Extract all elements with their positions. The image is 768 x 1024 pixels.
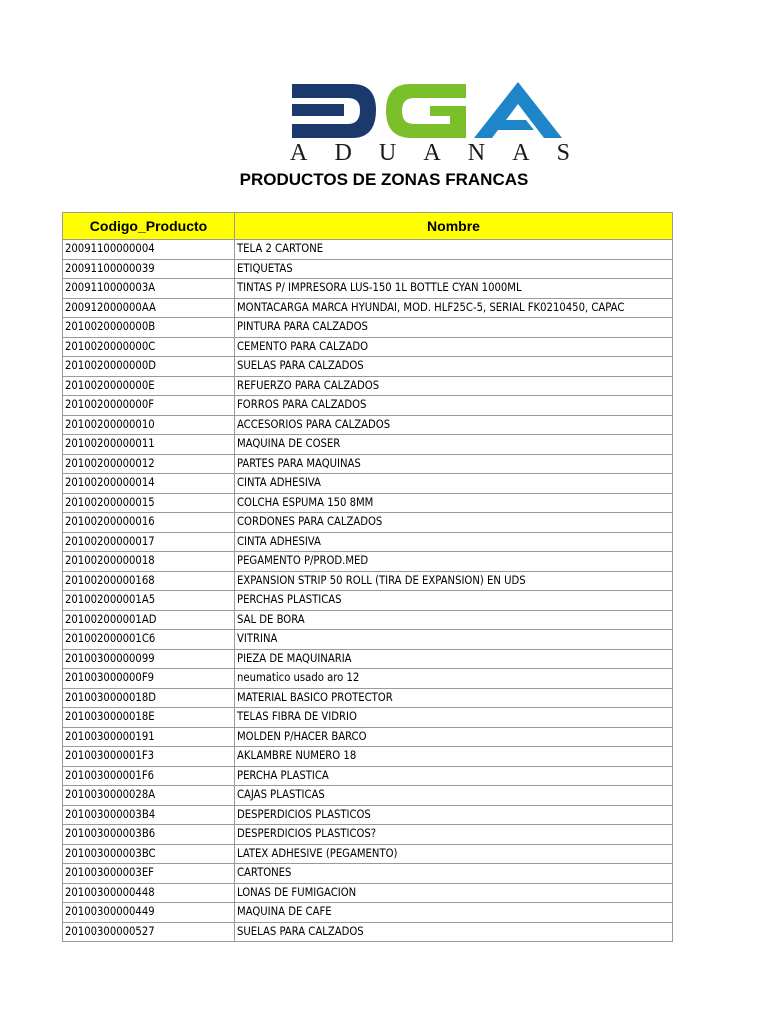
cell-codigo-producto: 2010030000028A [63, 786, 235, 806]
table-row [63, 844, 673, 864]
cell-codigo-producto: 20100200000018 [63, 552, 235, 572]
table-row [63, 805, 673, 825]
table-row [63, 708, 673, 728]
table-row [63, 786, 673, 806]
logo-wordmark [290, 140, 570, 164]
table-row [63, 903, 673, 923]
cell-codigo-producto: 20100300000449 [63, 903, 235, 923]
table-row [63, 240, 673, 260]
header-codigo-producto: Codigo_Producto [63, 213, 235, 240]
table-body [63, 240, 673, 942]
cell-codigo-producto: 201002000001A5 [63, 591, 235, 611]
cell-nombre: EXPANSION STRIP 50 ROLL (TIRA DE EXPANSION) EN UDS [235, 571, 673, 591]
cell-codigo-producto: 2009110000003A [63, 279, 235, 299]
cell-nombre: TELAS FIBRA DE VIDRIO [235, 708, 673, 728]
cell-codigo-producto: 20091100000004 [63, 240, 235, 260]
cell-codigo-producto: 201003000001F6 [63, 766, 235, 786]
cell-nombre: DESPERDICIOS PLASTICOS? [235, 825, 673, 845]
table-row [63, 825, 673, 845]
cell-codigo-producto: 201002000001C6 [63, 630, 235, 650]
cell-codigo-producto: 20100200000014 [63, 474, 235, 494]
cell-codigo-producto: 20100200000012 [63, 454, 235, 474]
table-row [63, 571, 673, 591]
cell-nombre: ACCESORIOS PARA CALZADOS [235, 415, 673, 435]
cell-nombre: CINTA ADHESIVA [235, 532, 673, 552]
table-row [63, 727, 673, 747]
cell-nombre: MONTACARGA MARCA HYUNDAI, MOD. HLF25C-5, SERIAL FK0210450, CAPAC [235, 298, 673, 318]
table-row [63, 688, 673, 708]
cell-nombre: MAQUINA DE CAFE [235, 903, 673, 923]
cell-codigo-producto: 20091100000039 [63, 259, 235, 279]
table-row [63, 532, 673, 552]
cell-nombre: DESPERDICIOS PLASTICOS [235, 805, 673, 825]
logo-letter: U [378, 140, 397, 166]
table-row [63, 610, 673, 630]
table-header-row [63, 213, 673, 240]
cell-nombre: VITRINA [235, 630, 673, 650]
table-row [63, 357, 673, 377]
cell-codigo-producto: 2010020000000B [63, 318, 235, 338]
cell-codigo-producto: 20100200000015 [63, 493, 235, 513]
cell-codigo-producto: 20100300000527 [63, 922, 235, 942]
table-row [63, 318, 673, 338]
cell-nombre: PEGAMENTO P/PROD.MED [235, 552, 673, 572]
cell-codigo-producto: 201003000000F9 [63, 669, 235, 689]
cell-nombre: SUELAS PARA CALZADOS [235, 357, 673, 377]
table-row [63, 922, 673, 942]
cell-nombre: PINTURA PARA CALZADOS [235, 318, 673, 338]
table-row [63, 415, 673, 435]
cell-codigo-producto: 2010020000000C [63, 337, 235, 357]
cell-codigo-producto: 20100200000010 [63, 415, 235, 435]
table-row [63, 630, 673, 650]
cell-nombre: LATEX ADHESIVE (PEGAMENTO) [235, 844, 673, 864]
table-row [63, 766, 673, 786]
cell-codigo-producto: 20100200000168 [63, 571, 235, 591]
cell-nombre: COLCHA ESPUMA 150 8MM [235, 493, 673, 513]
cell-nombre: MOLDEN P/HACER BARCO [235, 727, 673, 747]
table-row [63, 376, 673, 396]
table-row [63, 435, 673, 455]
cell-codigo-producto: 20100300000191 [63, 727, 235, 747]
table-row [63, 747, 673, 767]
logo-letter: S [556, 140, 570, 166]
cell-codigo-producto: 20100200000016 [63, 513, 235, 533]
cell-nombre: CARTONES [235, 864, 673, 884]
cell-codigo-producto: 2010020000000D [63, 357, 235, 377]
table-row [63, 883, 673, 903]
logo-letter: A [512, 140, 530, 166]
cell-codigo-producto: 20100300000099 [63, 649, 235, 669]
cell-codigo-producto: 2010030000018E [63, 708, 235, 728]
table-row [63, 513, 673, 533]
cell-nombre: neumatico usado aro 12 [235, 669, 673, 689]
table-row [63, 454, 673, 474]
cell-nombre: TELA 2 CARTONE [235, 240, 673, 260]
table-row [63, 259, 673, 279]
cell-nombre: MAQUINA DE COSER [235, 435, 673, 455]
cell-codigo-producto: 2010020000000E [63, 376, 235, 396]
cell-nombre: CINTA ADHESIVA [235, 474, 673, 494]
cell-nombre: ETIQUETAS [235, 259, 673, 279]
table-row [63, 864, 673, 884]
table-row [63, 337, 673, 357]
dga-aduanas-logo [290, 80, 570, 164]
logo-letter: D [334, 140, 352, 166]
cell-nombre: CAJAS PLASTICAS [235, 786, 673, 806]
cell-codigo-producto: 20100200000011 [63, 435, 235, 455]
products-table [62, 212, 673, 942]
cell-nombre: CEMENTO PARA CALZADO [235, 337, 673, 357]
cell-nombre: PERCHAS PLASTICAS [235, 591, 673, 611]
cell-nombre: LONAS DE FUMIGACION [235, 883, 673, 903]
table-row [63, 298, 673, 318]
cell-codigo-producto: 201002000001AD [63, 610, 235, 630]
logo-letter: N [467, 140, 486, 166]
cell-nombre: TINTAS P/ IMPRESORA LUS-150 1L BOTTLE CYAN 1000ML [235, 279, 673, 299]
table-row [63, 474, 673, 494]
cell-codigo-producto: 201003000003B6 [63, 825, 235, 845]
dga-logo-icon [290, 80, 570, 140]
table-row [63, 396, 673, 416]
cell-nombre: PARTES PARA MAQUINAS [235, 454, 673, 474]
table-row [63, 591, 673, 611]
table-row [63, 669, 673, 689]
table-row [63, 649, 673, 669]
cell-nombre: FORROS PARA CALZADOS [235, 396, 673, 416]
logo-letter: A [423, 140, 441, 166]
cell-codigo-producto: 200912000000AA [63, 298, 235, 318]
cell-nombre: CORDONES PARA CALZADOS [235, 513, 673, 533]
cell-nombre: AKLAMBRE NUMERO 18 [235, 747, 673, 767]
cell-codigo-producto: 20100200000017 [63, 532, 235, 552]
cell-nombre: PERCHA PLASTICA [235, 766, 673, 786]
cell-codigo-producto: 20100300000448 [63, 883, 235, 903]
cell-nombre: REFUERZO PARA CALZADOS [235, 376, 673, 396]
cell-codigo-producto: 201003000003B4 [63, 805, 235, 825]
cell-nombre: SUELAS PARA CALZADOS [235, 922, 673, 942]
cell-codigo-producto: 2010020000000F [63, 396, 235, 416]
table-row [63, 552, 673, 572]
cell-nombre: SAL DE BORA [235, 610, 673, 630]
page-title: PRODUCTOS DE ZONAS FRANCAS [239, 170, 529, 189]
header-nombre: Nombre [235, 213, 673, 240]
table-row [63, 493, 673, 513]
table-row [63, 279, 673, 299]
cell-nombre: MATERIAL BASICO PROTECTOR [235, 688, 673, 708]
cell-codigo-producto: 201003000003BC [63, 844, 235, 864]
cell-codigo-producto: 201003000001F3 [63, 747, 235, 767]
cell-nombre: PIEZA DE MAQUINARIA [235, 649, 673, 669]
logo-letter: A [290, 140, 308, 166]
cell-codigo-producto: 201003000003EF [63, 864, 235, 884]
cell-codigo-producto: 2010030000018D [63, 688, 235, 708]
